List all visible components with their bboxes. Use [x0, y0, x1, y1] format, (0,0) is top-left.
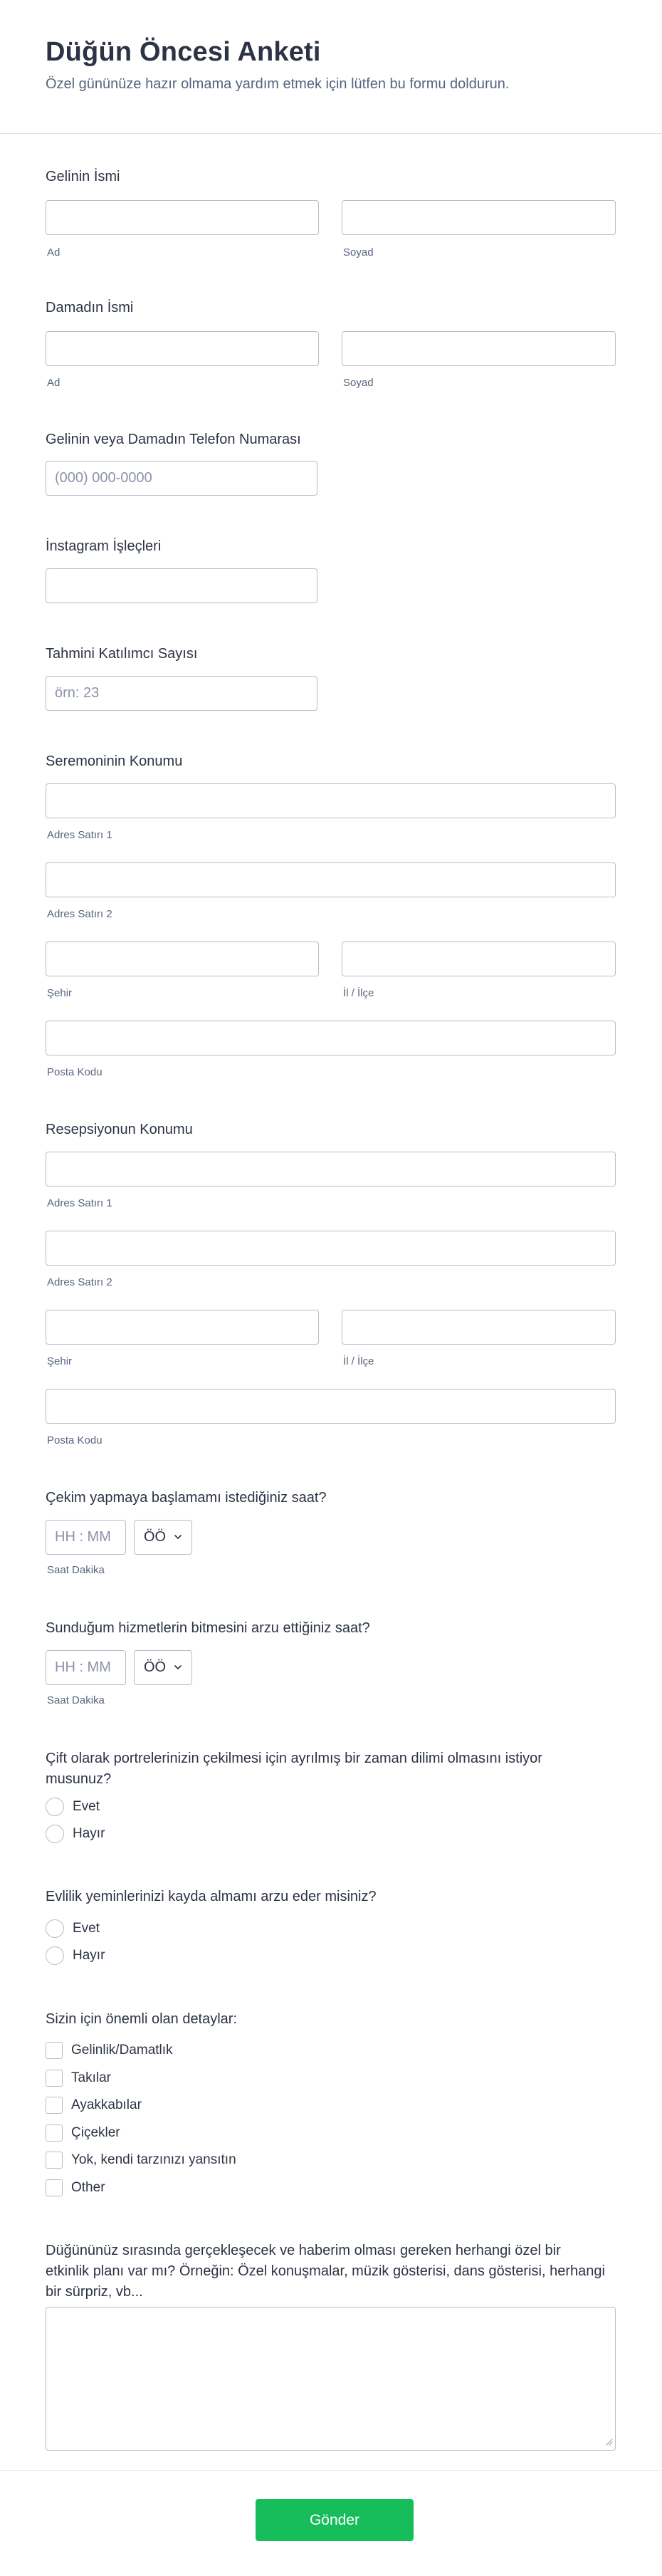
ceremony-address2-input[interactable]: [46, 862, 616, 897]
reception-city-input[interactable]: [46, 1310, 319, 1345]
bride-name-label: Gelinin İsmi: [46, 169, 120, 184]
option-label: Hayır: [73, 1826, 105, 1841]
option-label: Evet: [73, 1799, 100, 1814]
form-subtitle: Özel gününüze hazır olmama yardım etmek için lütfen bu formu doldurun.: [46, 76, 510, 92]
groom-first-name-input[interactable]: [46, 331, 319, 366]
reception-address2-input[interactable]: [46, 1231, 616, 1266]
option-label: Takılar: [71, 2070, 111, 2085]
checkbox[interactable]: [46, 2179, 63, 2196]
end-time-label: Sunduğum hizmetlerin bitmesini arzu ettiğiniz saat?: [46, 1620, 370, 1636]
checkbox[interactable]: [46, 2152, 63, 2169]
portraits-label: Çift olarak portrelerinizin çekilmesi için ayrılmış bir zaman dilimi olmasını istiyor musunuz?: [46, 1751, 542, 1787]
chevron-down-icon: [173, 1532, 183, 1542]
reception-state-input[interactable]: [342, 1310, 616, 1345]
ceremony-state-input[interactable]: [342, 942, 616, 976]
option-label: Yok, kendi tarzınızı yansıtın: [71, 2152, 236, 2167]
portraits-option-yes[interactable]: [46, 1797, 100, 1817]
end-time-sublabel: Saat Dakika: [47, 1694, 105, 1706]
ceremony-address1-sublabel: Adres Satırı 1: [47, 829, 112, 841]
groom-last-sublabel: Soyad: [343, 377, 374, 389]
option-label: Evet: [73, 1921, 100, 1936]
form-header: [0, 0, 662, 134]
radio-button[interactable]: [46, 1946, 64, 1965]
ceremony-city-input[interactable]: [46, 942, 319, 976]
vows-option-no[interactable]: [46, 1946, 105, 1966]
reception-city-sublabel: Şehir: [47, 1355, 73, 1367]
phone-input[interactable]: [46, 461, 317, 496]
details-option-flowers[interactable]: [46, 2123, 120, 2143]
plans-label: Düğününüz sırasında gerçekleşecek ve haberim olması gereken herhangi özel bir etkinlik planı var mı? Örneğin: Özel konuşmalar, müzik gösterisi, dans gösterisi, herhangi bir sürpriz, vb...: [46, 2243, 605, 2300]
details-option-shoes[interactable]: [46, 2095, 142, 2115]
groom-first-sublabel: Ad: [47, 377, 61, 389]
reception-address1-sublabel: Adres Satırı 1: [47, 1197, 112, 1209]
details-option-none[interactable]: [46, 2150, 236, 2170]
chevron-down-icon: [173, 1662, 183, 1672]
option-label: Gelinlik/Damatlık: [71, 2043, 173, 2058]
bride-first-sublabel: Ad: [47, 246, 61, 259]
start-time-label: Çekim yapmaya başlamamı istediğiniz saat?: [46, 1490, 327, 1506]
ceremony-postal-sublabel: Posta Kodu: [47, 1066, 103, 1078]
end-ampm-select[interactable]: [134, 1650, 192, 1685]
end-ampm-value: ÖÖ: [144, 1659, 167, 1675]
phone-label: Gelinin veya Damadın Telefon Numarası: [46, 432, 301, 447]
radio-button[interactable]: [46, 1919, 64, 1938]
bride-first-name-input[interactable]: [46, 200, 319, 235]
radio-button[interactable]: [46, 1798, 64, 1816]
option-label: Ayakkabılar: [71, 2097, 142, 2112]
ceremony-address1-input[interactable]: [46, 783, 616, 818]
option-label: Other: [71, 2180, 105, 2195]
details-option-jewelry[interactable]: [46, 2068, 111, 2088]
reception-state-sublabel: İl / İlçe: [343, 1355, 374, 1367]
checkbox[interactable]: [46, 2042, 63, 2059]
reception-address1-input[interactable]: [46, 1152, 616, 1187]
option-label: Hayır: [73, 1948, 105, 1963]
ceremony-label: Seremoninin Konumu: [46, 753, 183, 769]
checkbox[interactable]: [46, 2124, 63, 2142]
reception-postal-input[interactable]: [46, 1389, 616, 1424]
start-ampm-value: ÖÖ: [144, 1529, 167, 1545]
attendees-label: Tahmini Katılımcı Sayısı: [46, 646, 198, 662]
instagram-label: İnstagram İşleçleri: [46, 538, 162, 554]
details-label: Sizin için önemli olan detaylar:: [46, 2011, 238, 2027]
instagram-input[interactable]: [46, 568, 317, 603]
resize-grip-icon[interactable]: [604, 2436, 613, 2446]
ceremony-city-sublabel: Şehir: [47, 987, 73, 999]
bride-last-name-input[interactable]: [342, 200, 616, 235]
reception-address2-sublabel: Adres Satırı 2: [47, 1276, 112, 1288]
groom-last-name-input[interactable]: [342, 331, 616, 366]
ceremony-postal-input[interactable]: [46, 1021, 616, 1055]
end-time-input[interactable]: [46, 1650, 126, 1685]
plans-textarea[interactable]: [46, 2307, 616, 2451]
checkbox[interactable]: [46, 2070, 63, 2087]
start-time-sublabel: Saat Dakika: [47, 1564, 105, 1576]
details-option-dress[interactable]: [46, 2040, 173, 2060]
start-ampm-select[interactable]: [134, 1520, 192, 1555]
reception-postal-sublabel: Posta Kodu: [47, 1434, 103, 1446]
ceremony-state-sublabel: İl / İlçe: [343, 987, 374, 999]
details-option-other[interactable]: [46, 2178, 105, 2198]
radio-button[interactable]: [46, 1825, 64, 1843]
option-label: Çiçekler: [71, 2125, 120, 2140]
submit-button[interactable]: Gönder: [256, 2499, 414, 2541]
bride-last-sublabel: Soyad: [343, 246, 374, 259]
start-time-input[interactable]: [46, 1520, 126, 1555]
ceremony-address2-sublabel: Adres Satırı 2: [47, 908, 112, 920]
attendees-input[interactable]: [46, 676, 317, 711]
reception-label: Resepsiyonun Konumu: [46, 1122, 193, 1137]
checkbox[interactable]: [46, 2097, 63, 2114]
portraits-option-no[interactable]: [46, 1824, 105, 1844]
groom-name-label: Damadın İsmi: [46, 300, 134, 316]
form-title: Düğün Öncesi Anketi: [46, 37, 321, 67]
vows-label: Evlilik yeminlerinizi kayda almamı arzu eder misiniz?: [46, 1889, 377, 1904]
vows-option-yes[interactable]: [46, 1919, 100, 1939]
